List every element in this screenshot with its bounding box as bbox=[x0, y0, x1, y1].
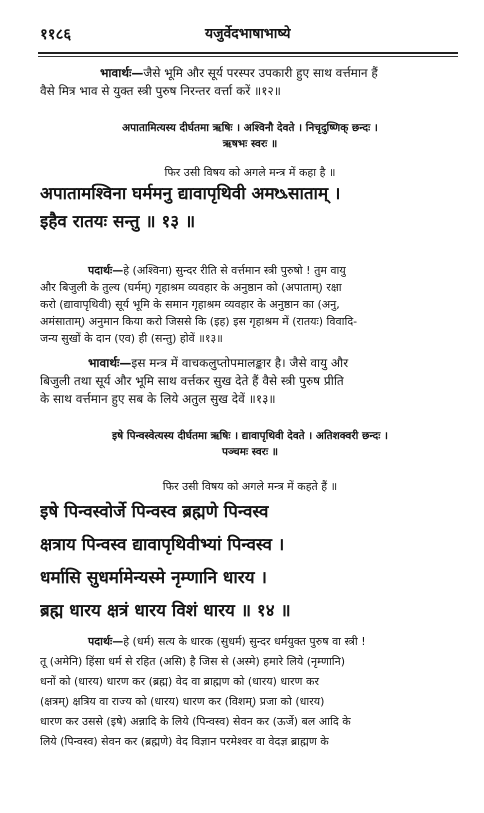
padartha-2-line4: (क्षत्रम्) क्षत्रिय वा राज्य को (धारय) धारण कर (विशम्) प्रजा को (धारय) bbox=[40, 695, 325, 708]
mantra-14-line3: धर्मासि सुधर्मामेन्यस्मे नृम्णानि धारय । bbox=[40, 568, 267, 588]
rishi-devata-2-line1: इषे पिन्वस्वेत्यस्य दीर्घतमा ऋषिः । द्यावापृथिवी देवते । अतिशक्वरी छन्दः । bbox=[112, 430, 388, 442]
bhavartha-2-label: भावार्थः— bbox=[88, 356, 132, 370]
mantra-14-line1: इषे पिन्वस्वोर्जे पिन्वस्व ब्रह्मणे पिन्वस्व bbox=[40, 502, 269, 522]
mantra-14-line4: ब्रह्म धारय क्षत्रं धारय विशं धारय ॥ १४ ॥ bbox=[40, 601, 291, 621]
rishi-devata-2 bbox=[40, 428, 460, 460]
header-rule bbox=[38, 52, 458, 54]
bhavartha-1-line2: वैसे मित्र भाव से युक्त स्त्री पुरुष निरन्तर वर्त्ता करें ॥१२॥ bbox=[40, 84, 281, 98]
padartha-1-line5: जन्य सुखों के दान (एव) ही (सन्तु) होवें ॥१३॥ bbox=[40, 332, 223, 345]
rishi-devata-1 bbox=[40, 120, 460, 152]
bhavartha-1-label: भावार्थः— bbox=[100, 66, 144, 80]
bhavartha-1 bbox=[40, 64, 460, 100]
rishi-devata-1-line1: अपातामित्यस्य दीर्घतमा ऋषिः । अश्विनौ देवते । निचृदुष्णिक् छन्दः । bbox=[122, 122, 378, 134]
bhavartha-1-line1: जैसे भूमि और सूर्य परस्पर उपकारी हुए साथ वर्त्तमान हैं bbox=[143, 66, 378, 80]
bhavartha-2-line2: बिजुली तथा सूर्य और भूमि साथ वर्त्तकर सुख देते हैं वैसे स्त्री पुरुष प्रीति bbox=[40, 374, 344, 388]
padartha-1-line4: अमंसाताम्) अनुमान किया करो जिससे कि (इह) इस गृहाश्रम में (रातयः) विवादि- bbox=[40, 315, 358, 328]
bhavartha-2-line3: के साथ वर्त्तमान हुए सब के लिये अतुल सुख देवें ॥१३॥ bbox=[40, 392, 276, 406]
padartha-1-line2: और बिजुली के तुल्य (घर्मम्) गृहाश्रम व्यवहार के अनुष्ठान को (अपाताम्) रक्षा bbox=[40, 281, 342, 294]
padartha-1-line1: हे (अश्विना) सुन्दर रीति से वर्त्तमान स्त्री पुरुषो ! तुम वायु bbox=[123, 264, 346, 277]
intro-2: फिर उसी विषय को अगले मन्त्र में कहते हैं ॥ bbox=[162, 480, 338, 493]
mantra-13-line1: अपातामश्विना घर्ममनु द्यावापृथिवी अमᳬसाताम् । bbox=[40, 184, 341, 204]
padartha-1-line3: करो (द्यावापृथिवी) सूर्य भूमि के समान गृहाश्रम व्यवहार के अनुष्ठान का (अनु, bbox=[40, 298, 340, 311]
running-title: यजुर्वेदभाषाभाष्ये bbox=[205, 26, 291, 42]
page-number: ११८६ bbox=[40, 25, 72, 43]
mantra-13-line2: इहैव रातयः सन्तु ॥ १३ ॥ bbox=[40, 212, 196, 232]
padartha-2-line3: धनों को (धारय) धारण कर (ब्रह्म) वेद वा ब्राह्मण को (धारय) धारण कर bbox=[40, 675, 319, 688]
padartha-1-label: पदार्थः— bbox=[88, 264, 124, 277]
rishi-devata-2-line2: पञ्चमः स्वरः ॥ bbox=[221, 446, 279, 458]
bhavartha-2-line1: इस मन्त्र में वाचकलुप्तोपमालङ्कार है। जैसे वायु और bbox=[131, 356, 349, 370]
padartha-2 bbox=[40, 632, 460, 752]
padartha-2-line6: लिये (पिन्वस्व) सेवन कर (ब्रह्मणे) वेद विज्ञान परमेश्वर वा वेदज्ञ ब्राह्मण के bbox=[40, 735, 329, 748]
padartha-1 bbox=[40, 262, 460, 347]
mantra-14 bbox=[40, 496, 460, 628]
mantra-14-line2: क्षत्राय पिन्वस्व द्यावापृथिवीभ्यां पिन्वस्व । bbox=[40, 535, 285, 555]
padartha-2-line1: हे (धर्म) सत्य के धारक (सुधर्म) सुन्दर धर्मयुक्त पुरुष वा स्त्री ! bbox=[123, 635, 366, 648]
header-rule-thin bbox=[38, 56, 458, 57]
padartha-2-line5: धारण कर उससे (इषे) अन्नादि के लिये (पिन्वस्व) सेवन कर (ऊर्जे) बल आदि के bbox=[40, 715, 351, 728]
bhavartha-2 bbox=[40, 354, 460, 408]
mantra-13 bbox=[40, 180, 460, 236]
page-header bbox=[40, 24, 456, 48]
intro-1: फिर उसी विषय को अगले मन्त्र में कहा है ॥ bbox=[164, 166, 336, 179]
rishi-devata-1-line2: ऋषभः स्वरः ॥ bbox=[222, 138, 278, 150]
padartha-2-line2: तू (अमेनि) हिंसा धर्म से रहित (असि) है जिस से (अस्मे) हमारे लिये (नृम्णानि) bbox=[40, 655, 346, 668]
padartha-2-label: पदार्थः— bbox=[88, 635, 124, 648]
